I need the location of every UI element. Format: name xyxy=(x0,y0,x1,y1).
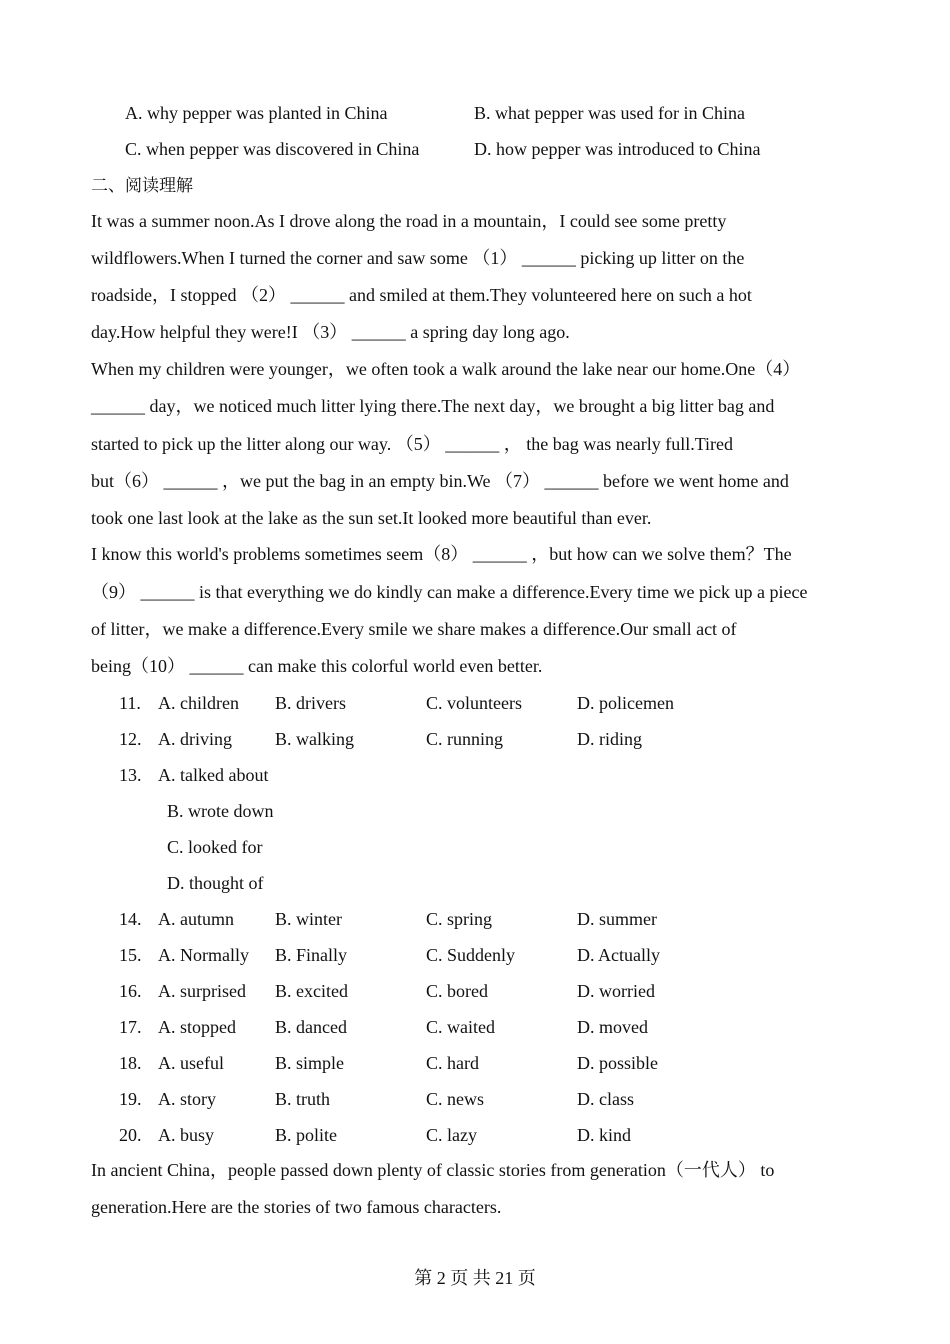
question-row xyxy=(119,979,819,1003)
choice-c: C. looked for xyxy=(167,837,263,857)
question-number: 16. xyxy=(119,981,142,1001)
choice-c: C. waited xyxy=(426,1017,495,1037)
passage-line: being（10） ______ can make this colorful world even better. xyxy=(91,656,543,676)
question-number: 14. xyxy=(119,909,142,929)
question-row xyxy=(119,727,819,751)
passage-line: but（6） ______ ，we put the bag in an empty bin.We （7） ______ before we went home and xyxy=(91,471,789,491)
choice-d: D. thought of xyxy=(167,873,264,893)
option-c: C. when pepper was discovered in China xyxy=(125,139,420,159)
question-number: 17. xyxy=(119,1017,142,1037)
choice-a: A. children xyxy=(158,693,239,713)
choice-b: B. truth xyxy=(275,1089,331,1109)
choice-a: A. driving xyxy=(158,729,232,749)
choice-d: D. riding xyxy=(577,729,642,749)
question-number: 20. xyxy=(119,1125,142,1145)
question-row xyxy=(119,943,819,967)
choice-a: A. useful xyxy=(158,1053,224,1073)
choice-a: A. story xyxy=(158,1089,216,1109)
choice-d: D. kind xyxy=(577,1125,631,1145)
question-row xyxy=(119,1087,819,1111)
choice-c: C. volunteers xyxy=(426,693,522,713)
choice-b: B. simple xyxy=(275,1053,345,1073)
choice-b: B. polite xyxy=(275,1125,337,1145)
passage-line: It was a summer noon.As I drove along the road in a mountain，I could see some pretty xyxy=(91,211,727,231)
question-number: 13. xyxy=(119,765,142,785)
passage-line: started to pick up the litter along our way. （5） ______ ， the bag was nearly full.Tired xyxy=(91,434,734,454)
option-d: D. how pepper was introduced to China xyxy=(474,139,761,159)
question-number: 12. xyxy=(119,729,142,749)
choice-c: C. spring xyxy=(426,909,493,929)
choice-c: C. Suddenly xyxy=(426,945,516,965)
choice-b: B. drivers xyxy=(275,693,346,713)
option-b: B. what pepper was used for in China xyxy=(474,103,745,123)
choice-d: D. worried xyxy=(577,981,655,1001)
choice-b: B. danced xyxy=(275,1017,347,1037)
choice-b: B. Finally xyxy=(275,945,348,965)
choice-c: C. running xyxy=(426,729,504,749)
section-title: 二、阅读理解 xyxy=(91,176,193,196)
choice-d: D. moved xyxy=(577,1017,648,1037)
question-number: 18. xyxy=(119,1053,142,1073)
choice-c: C. lazy xyxy=(426,1125,477,1145)
question-row xyxy=(119,1015,819,1039)
choice-a: A. stopped xyxy=(158,1017,236,1037)
choice-c: C. hard xyxy=(426,1053,479,1073)
choice-b: B. wrote down xyxy=(167,801,274,821)
page-footer: 第 2 页 共 21 页 xyxy=(414,1268,536,1288)
choice-b: B. walking xyxy=(275,729,354,749)
choice-a: A. autumn xyxy=(158,909,234,929)
choice-a: A. Normally xyxy=(158,945,249,965)
passage-line: took one last look at the lake as the sun set.It looked more beautiful than ever. xyxy=(91,508,652,528)
choice-d: D. summer xyxy=(577,909,657,929)
question-row xyxy=(119,1051,819,1075)
choice-a: A. surprised xyxy=(158,981,246,1001)
passage-line: day.How helpful they were!I （3） ______ a spring day long ago. xyxy=(91,322,570,342)
question-row xyxy=(119,907,819,931)
choice-c: C. bored xyxy=(426,981,488,1001)
question-row xyxy=(119,763,819,787)
choice-a: A. talked about xyxy=(158,765,269,785)
question-number: 19. xyxy=(119,1089,142,1109)
choice-d: D. class xyxy=(577,1089,634,1109)
choice-a: A. busy xyxy=(158,1125,215,1145)
passage-line: （9） ______ is that everything we do kindly can make a difference.Every time we pick up a piece xyxy=(91,582,808,602)
passage-line: When my children were younger，we often took a walk around the lake near our home.One（4） xyxy=(91,359,801,379)
choice-d: D. possible xyxy=(577,1053,658,1073)
choice-d: D. Actually xyxy=(577,945,660,965)
option-a: A. why pepper was planted in China xyxy=(125,103,388,123)
passage-line: ______ day，we noticed much litter lying there.The next day，we brought a big litter bag and xyxy=(91,396,775,416)
passage-line: roadside，I stopped （2） ______ and smiled at them.They volunteered here on such a hot xyxy=(91,285,752,305)
question-number: 15. xyxy=(119,945,142,965)
choice-c: C. news xyxy=(426,1089,484,1109)
question-row xyxy=(119,691,819,715)
choice-b: B. excited xyxy=(275,981,348,1001)
choice-b: B. winter xyxy=(275,909,342,929)
passage-line: wildflowers.When I turned the corner and saw some （1） ______ picking up litter on the xyxy=(91,248,745,268)
passage-line: of litter，we make a difference.Every smile we share makes a difference.Our small act of xyxy=(91,619,737,639)
question-row xyxy=(119,1123,819,1147)
choice-d: D. policemen xyxy=(577,693,674,713)
question-number: 11. xyxy=(119,693,141,713)
passage-line: In ancient China，people passed down plenty of classic stories from generation（一代人） to xyxy=(91,1160,775,1180)
passage-line: I know this world's problems sometimes seem（8） ______ ，but how can we solve them？The xyxy=(91,544,792,564)
passage-line: generation.Here are the stories of two famous characters. xyxy=(91,1197,502,1217)
